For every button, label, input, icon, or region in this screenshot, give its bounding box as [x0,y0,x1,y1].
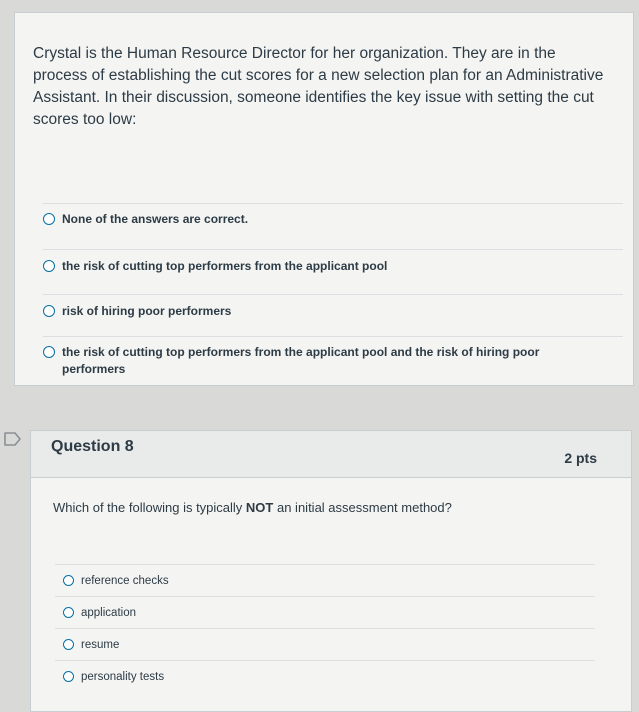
question-text-part: Which of the following is typically [53,500,246,515]
question-8-card [30,430,632,712]
answer-label: the risk of cutting top performers from the applicant pool [62,259,388,273]
radio-button-icon[interactable] [43,213,55,225]
radio-button-icon[interactable] [43,346,55,358]
radio-button-icon[interactable] [63,607,74,618]
question-8-answers [55,564,595,692]
answer-option[interactable] [43,294,623,336]
question-7-answers [43,203,623,384]
radio-button-icon[interactable] [63,639,74,650]
answer-option[interactable] [55,596,595,628]
question-7-card [14,12,634,386]
question-text-emphasis: NOT [245,500,274,515]
answer-label: application [81,606,136,619]
answer-label: None of the answers are correct. [62,212,249,226]
radio-button-icon[interactable] [63,671,74,682]
answer-option[interactable] [55,628,595,660]
answer-option[interactable] [43,203,623,249]
answer-option[interactable] [43,336,623,384]
question-8-text [53,500,452,515]
radio-button-icon[interactable] [43,305,55,317]
question-title: Question 8 [51,438,134,455]
radio-button-icon[interactable] [43,260,55,272]
flag-icon[interactable] [3,431,23,447]
answer-label: risk of hiring poor performers [62,304,232,318]
radio-button-icon[interactable] [63,575,74,586]
question-text-part: an initial assessment method? [273,500,452,515]
answer-label: reference checks [81,574,169,587]
answer-option[interactable] [55,660,595,692]
answer-label: resume [81,638,120,651]
answer-option[interactable] [55,564,595,596]
answer-label: personality tests [81,670,165,683]
answer-label: the risk of cutting top performers from the applicant pool and the risk of hiring poor performers [62,345,540,376]
points-label: 2 pts [564,450,597,466]
question-7-text: Crystal is the Human Resource Director for her organization. They are in the process of establishing the cut scores for a new selection plan for an Administrative Assistant. In their discussion, someone identifies the key issue with setting the cut scores too low: [33,45,604,128]
answer-option[interactable] [43,249,623,294]
question-header [31,431,631,478]
